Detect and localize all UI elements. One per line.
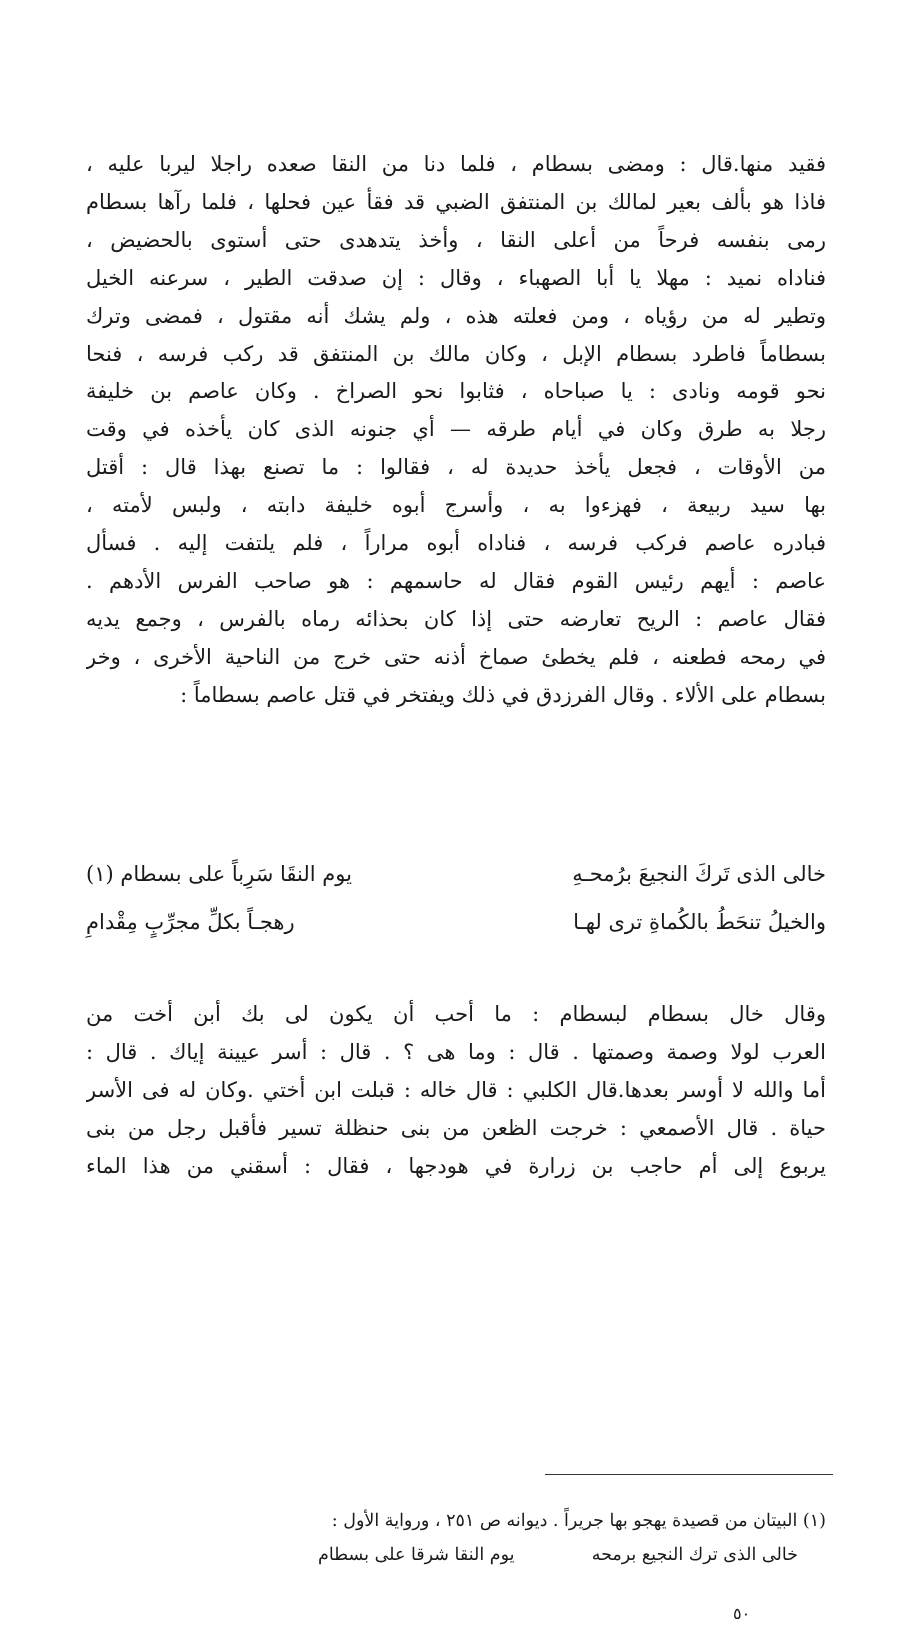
text-line: بسطام على الألاء . وقال الفرزدق في ذلك ويفتخر في قتل عاصم بسطاماً : — [180, 682, 826, 707]
footnote-divider — [545, 1474, 833, 1475]
verse-first-hemistich: خالى الذى تَركَ النجيعَ برُمحـهِ — [572, 862, 826, 886]
text-line: العرب لولا وصمة وصمتها . قال : وما هى ؟ . قال : أسر عيينة إياك . قال : — [86, 1039, 826, 1064]
text-line: أما والله لا أوسر بعدها.قال الكلبي : قال خاله : قبلت ابن أختي .وكان له فى الأسر — [86, 1077, 826, 1102]
footnote-text: (١) البيتان من قصيدة يهجو بها جريراً . ديوانه ص ٢٥١ ، ورواية الأول : — [331, 1511, 826, 1531]
text-line: فناداه نميد : مهلا يا أبا الصهباء ، وقال : إن صدقت الطير ، سرعنه الخيل — [86, 265, 826, 290]
text-line: حياة . قال الأصمعي : خرجت الظعن من بنى حنظلة تسير فأقبل رجل من بنى — [86, 1115, 826, 1140]
footnote-verse-first: خالى الذى ترك النجيع برمحه — [591, 1545, 798, 1565]
text-line: فبادره عاصم فركب فرسه ، فناداه أبوه مراراً ، فلم يلتفت إليه . فسأل — [86, 531, 826, 556]
poem-verse — [86, 898, 826, 946]
text-line: فاذا هو بألف بعير لمالك بن المنتفق الضبي قد فقأ عين فحلها ، فلما رآها بسطام — [86, 189, 826, 214]
main-text-continued — [86, 996, 826, 1186]
page-number: ٥٠ — [733, 1604, 751, 1623]
verse-second-hemistich: يوم النقَا سَرِباً على بسطام (١) — [86, 862, 352, 886]
text-line: في رمحه فطعنه ، فلم يخطئ صماخ أذنه حتى خرج من الناحية الأخرى ، وخر — [86, 644, 826, 669]
text-line: رمى بنفسه فرحاً من أعلى النقا ، وأخذ يتدهدى حتى أستوى بالحضيض ، — [86, 227, 826, 252]
text-line: من الأوقات ، فجعل يأخذ حديدة له ، فقالوا : ما تصنع بهذا قال : أقتل — [86, 455, 826, 480]
footnote-verse-second: يوم النقا شرقا على بسطام — [318, 1545, 515, 1565]
text-line: فقيد منها.قال : ومضى بسطام ، فلما دنا من النقا صعده راجلا ليربا عليه ، — [86, 152, 826, 176]
footnote-verse — [318, 1538, 798, 1572]
text-line: وتطير له من رؤياه ، ومن فعلته هذه ، ولم يشك أنه مقتول ، فمضى وترك — [86, 303, 826, 328]
poem-verse — [86, 850, 826, 898]
main-text — [86, 146, 826, 715]
text-line: وقال خال بسطام لبسطام : ما أحب أن يكون لى بك أبن أخت من — [86, 1002, 826, 1026]
verse-first-hemistich: والخيلُ تنحَطُ بالكُماةِ ترى لهـا — [573, 910, 826, 934]
text-line: عاصم : أيهم رئيس القوم فقال له حاسمهم : هو صاحب الفرس الأدهم . — [86, 568, 826, 593]
poem — [86, 850, 826, 946]
text-line: بها سيد ربيعة ، فهزءوا به ، وأسرج أبوه خليفة دابته ، ولبس لأمته ، — [86, 493, 826, 518]
text-line: فقال عاصم : الريح تعارضه حتى إذا كان بحذائه رماه بالفرس ، وجمع يديه — [86, 606, 826, 631]
footnote — [150, 1504, 826, 1572]
text-line: نحو قومه ونادى : يا صباحاه ، فثابوا نحو الصراخ . وكان عاصم بن خليفة — [86, 379, 826, 404]
text-line: رجلا به طرق وكان في أيام طرقه — أي جنونه الذى كان يأخذه في وقت — [86, 417, 826, 442]
verse-second-hemistich: رهجـاً بكلِّ مجرِّبٍ مِقْدامِ — [86, 910, 295, 934]
text-line: يربوع إلى أم حاجب بن زرارة في هودجها ، فقال : أسقني من هذا الماء — [86, 1153, 826, 1178]
text-line: بسطاماً فاطرد بسطام الإبل ، وكان مالك بن المنتفق قد ركب فرسه ، فنحا — [86, 341, 826, 366]
